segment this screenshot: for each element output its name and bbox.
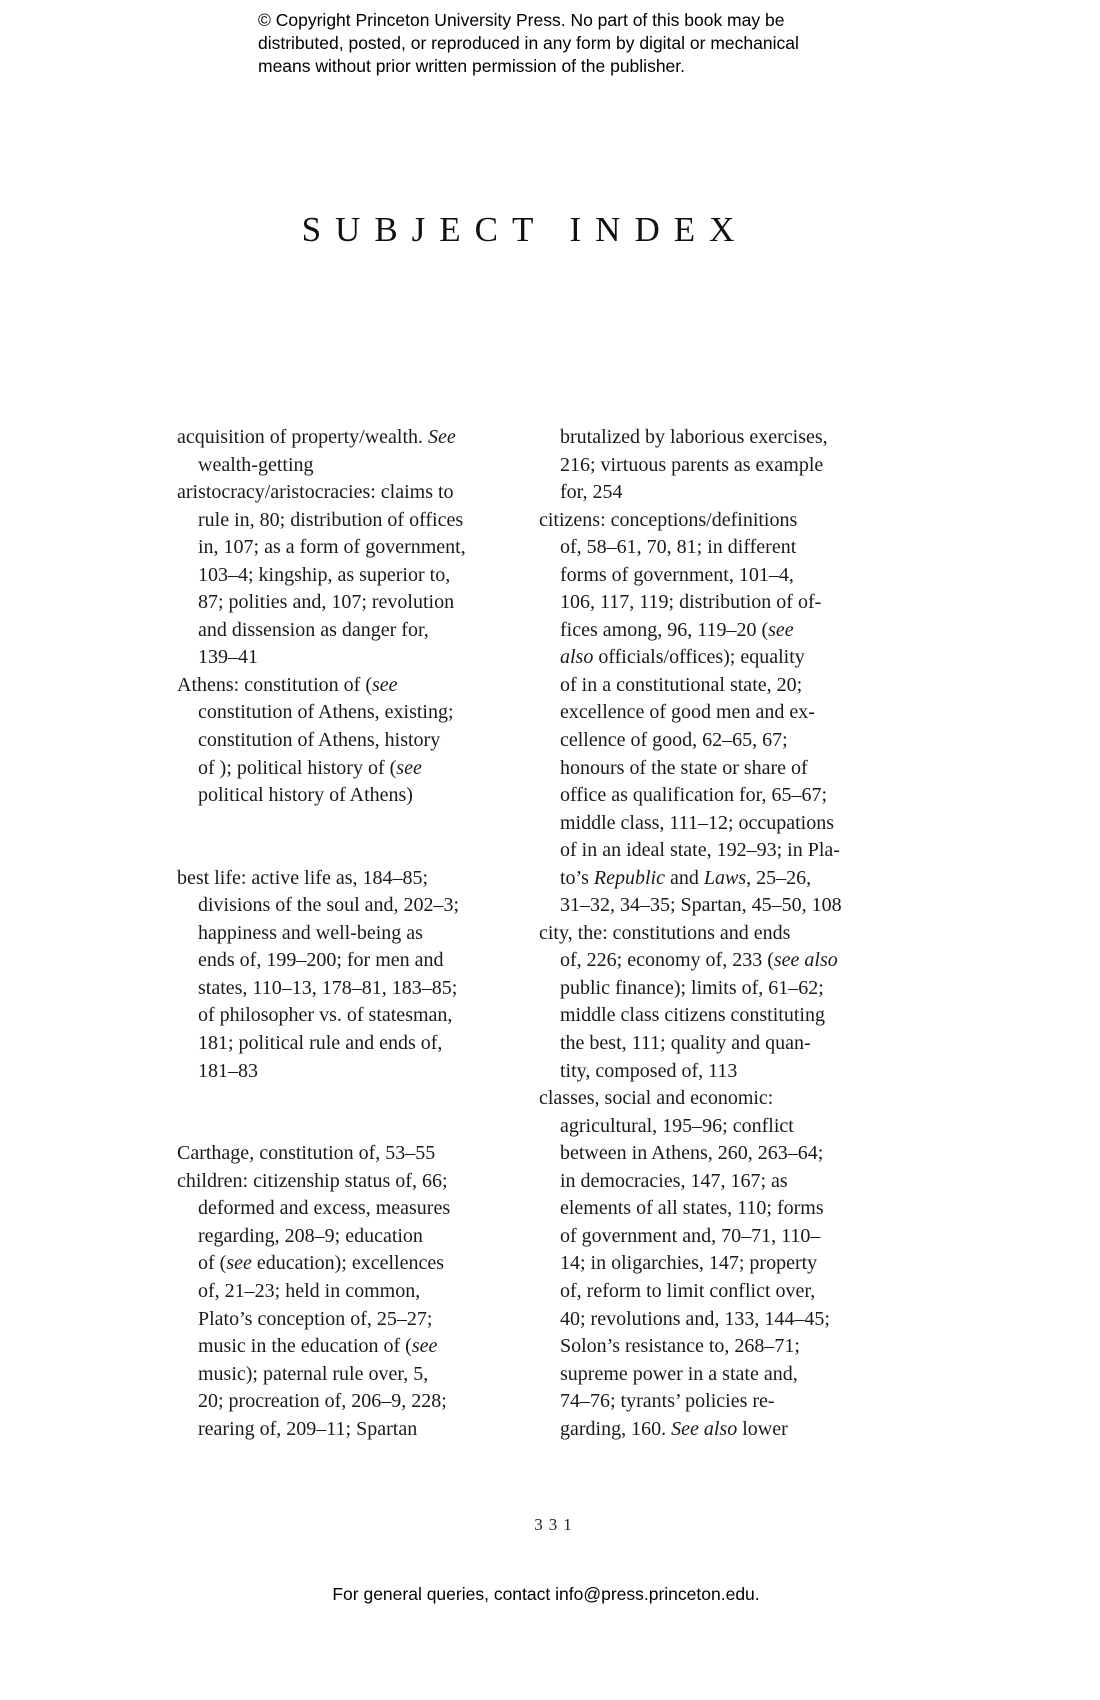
entry-line: of, 58–61, 70, 81; in different <box>560 536 797 559</box>
entry-line: forms of government, 101–4, <box>560 563 794 586</box>
entry-line: rearing of, 209–11; Spartan <box>198 1417 418 1440</box>
entry-line: music); paternal rule over, 5, <box>198 1362 429 1385</box>
cross-reference-italic: also <box>560 646 594 669</box>
entry-line: garding, 160. See also lower <box>560 1417 788 1440</box>
entry-line: and dissension as danger for, <box>198 618 429 641</box>
entry-line: happiness and well-being as <box>198 921 423 944</box>
index-entry <box>539 507 889 920</box>
entry-line: elements of all states, 110; forms <box>560 1197 824 1220</box>
copyright-line: distributed, posted, or reproduced in any form by digital or mechanical <box>258 33 799 53</box>
index-entry <box>177 1140 527 1168</box>
entry-line: 20; procreation of, 206–9, 228; <box>198 1390 447 1413</box>
entry-line: also officials/offices); equality <box>560 646 805 669</box>
cross-reference-italic: see <box>768 618 794 641</box>
entry-line: to’s Republic and Laws, 25–26, <box>560 866 812 889</box>
entry-line: constitution of Athens, existing; <box>198 701 454 724</box>
entry-line: of government and, 70–71, 110– <box>560 1224 821 1247</box>
cross-reference-italic: see <box>411 1335 438 1358</box>
entry-line: deformed and excess, measures <box>198 1197 451 1220</box>
entry-line: 87; polities and, 107; revolution <box>198 591 455 614</box>
entry-line: 181–83 <box>198 1059 258 1082</box>
entry-line: excellence of good men and ex- <box>560 701 815 724</box>
cross-reference-italic: See also <box>671 1417 738 1440</box>
entry-line: 106, 117, 119; distribution of of- <box>560 591 822 614</box>
entry-line: political history of Athens) <box>198 784 413 807</box>
section-gap <box>177 1085 527 1140</box>
entry-heading-line: acquisition of property/wealth. See <box>177 426 456 448</box>
cross-reference-italic: see also <box>773 949 838 972</box>
entry-line: of in an ideal state, 192–93; in Pla- <box>560 839 840 862</box>
entry-line: wealth-getting <box>198 453 314 476</box>
entry-heading-line: best life: active life as, 184–85; <box>177 866 429 889</box>
cross-reference-italic: see <box>371 673 398 696</box>
index-entry <box>539 920 889 1085</box>
entry-line: the best, 111; quality and quan- <box>560 1032 811 1055</box>
entry-heading-line: aristocracy/aristocracies: claims to <box>177 481 454 504</box>
cross-reference-italic: Republic <box>593 866 665 889</box>
entry-line: of (see education); excellences <box>198 1252 444 1275</box>
index-entry <box>177 424 527 479</box>
entry-line: brutalized by laborious exercises, <box>560 426 828 448</box>
entry-line: middle class citizens constituting <box>560 1004 825 1027</box>
entry-line: of, 21–23; held in common, <box>198 1279 421 1302</box>
entry-line: fices among, 96, 119–20 (see <box>560 618 794 641</box>
entry-heading-line: Carthage, constitution of, 53–55 <box>177 1142 436 1165</box>
entry-line: constitution of Athens, history <box>198 729 441 752</box>
entry-line: 139–41 <box>198 646 258 669</box>
entry-line: 103–4; kingship, as superior to, <box>198 563 451 586</box>
copyright-line: means without prior written permission of the publisher. <box>258 56 686 76</box>
index-entry <box>177 479 527 672</box>
entry-line: of, 226; economy of, 233 (see also <box>560 949 838 972</box>
entry-line: 181; political rule and ends of, <box>198 1032 443 1055</box>
copyright-line: © Copyright Princeton University Press. No part of this book may be <box>258 10 785 30</box>
entry-line: of philosopher vs. of statesman, <box>198 1004 453 1027</box>
cross-reference-italic: see <box>396 756 422 779</box>
entry-line: 74–76; tyrants’ policies re- <box>560 1390 775 1413</box>
entry-line: public finance); limits of, 61–62; <box>560 976 824 999</box>
entry-line: Solon’s resistance to, 268–71; <box>560 1335 800 1358</box>
footer-contact: For general queries, contact info@press.princeton.edu. <box>332 1584 760 1604</box>
cross-reference-italic: see <box>226 1252 252 1275</box>
index-entry <box>177 1168 527 1443</box>
entry-heading-line: children: citizenship status of, 66; <box>177 1169 448 1192</box>
index-entry-continued <box>539 424 889 507</box>
page-number: 331 <box>534 1515 578 1534</box>
index-entry <box>539 1085 889 1443</box>
entry-line: divisions of the soul and, 202–3; <box>198 894 460 917</box>
entry-line: Plato’s conception of, 25–27; <box>198 1307 433 1330</box>
cross-reference-italic: See <box>428 426 456 448</box>
entry-line: 14; in oligarchies, 147; property <box>560 1252 818 1275</box>
entry-line: 31–32, 34–35; Spartan, 45–50, 108 <box>560 894 842 917</box>
entry-line: regarding, 208–9; education <box>198 1224 423 1247</box>
copyright-notice <box>258 9 799 78</box>
entry-line: office as qualification for, 65–67; <box>560 784 828 807</box>
entry-line: honours of the state or share of <box>560 756 808 779</box>
page-title: SUBJECT INDEX <box>301 210 749 249</box>
entry-line: of in a constitutional state, 20; <box>560 673 803 696</box>
entry-heading-line: citizens: conceptions/definitions <box>539 508 798 531</box>
entry-line: music in the education of (see <box>198 1335 438 1358</box>
entry-line: agricultural, 195–96; conflict <box>560 1114 794 1137</box>
section-gap <box>177 810 527 865</box>
entry-line: cellence of good, 62–65, 67; <box>560 729 788 752</box>
entry-heading-line: classes, social and economic: <box>539 1087 774 1110</box>
entry-line: middle class, 111–12; occupations <box>560 811 835 834</box>
entry-line: in, 107; as a form of government, <box>198 536 466 559</box>
entry-line: between in Athens, 260, 263–64; <box>560 1142 824 1165</box>
entry-line: 40; revolutions and, 133, 144–45; <box>560 1307 830 1330</box>
index-column-left <box>177 424 527 1443</box>
index-column-right <box>539 424 889 1443</box>
index-entry <box>177 672 527 810</box>
entry-heading-line: city, the: constitutions and ends <box>539 921 791 944</box>
cross-reference-italic: Laws <box>703 866 747 889</box>
entry-line: states, 110–13, 178–81, 183–85; <box>198 976 458 999</box>
entry-line: 216; virtuous parents as example <box>560 453 824 476</box>
entry-line: rule in, 80; distribution of offices <box>198 508 464 531</box>
entry-line: of ); political history of (see <box>198 756 422 779</box>
entry-line: in democracies, 147, 167; as <box>560 1169 788 1192</box>
entry-line: of, reform to limit conflict over, <box>560 1279 816 1302</box>
entry-heading-line: Athens: constitution of (see <box>177 673 398 696</box>
entry-line: ends of, 199–200; for men and <box>198 949 444 972</box>
entry-line: supreme power in a state and, <box>560 1362 798 1385</box>
entry-line: for, 254 <box>560 481 623 504</box>
entry-line: tity, composed of, 113 <box>560 1059 738 1082</box>
index-entry <box>177 865 527 1085</box>
